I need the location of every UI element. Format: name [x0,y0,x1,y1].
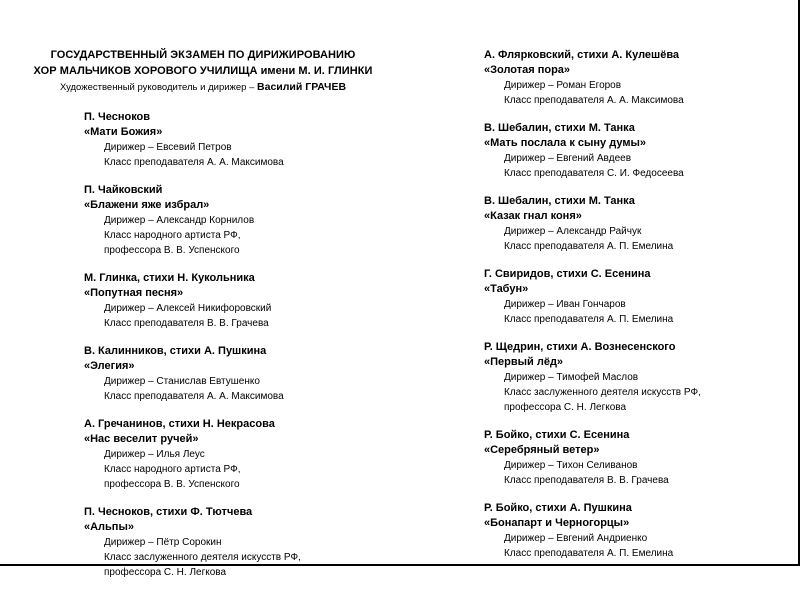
program-item [84,505,384,580]
composer-line: М. Глинка, стихи Н. Кукольника [84,272,255,284]
composer-line: Р. Щедрин, стихи А. Вознесенского [484,341,676,353]
composer-line: Г. Свиридов, стихи С. Есенина [484,268,651,280]
piece-title: «Серебряный ветер» [484,444,600,456]
composer-line: П. Чайковский [84,184,163,196]
piece-title: «Мать послала к сыну думы» [484,137,646,149]
composer-line: А. Флярковский, стихи А. Кулешёва [484,49,680,61]
conductor-line: Дирижер – Алексей Никифоровский [104,303,272,314]
class-line: Класс преподавателя А. А. Максимова [104,157,284,168]
class-line: профессора С. Н. Легкова [504,402,627,413]
choir-title: ХОР МАЛЬЧИКОВ ХОРОВОГО УЧИЛИЩА имени М. И. ГЛИНКИ [33,65,373,77]
conductor-line: Дирижер – Иван Гончаров [504,299,626,310]
class-line: Класс преподавателя В. В. Грачева [104,318,269,329]
conductor-line: Дирижер – Евгений Авдеев [504,153,632,164]
class-line: Класс заслуженного деятеля искусств РФ, [504,387,701,398]
conductor-line: Дирижер – Александр Райчук [504,226,642,237]
class-line: Класс заслуженного деятеля искусств РФ, [104,552,301,563]
artistic-director-name: Василий ГРАЧЕВ [257,81,347,93]
program-item [484,194,784,254]
conductor-line: Дирижер – Илья Леус [104,449,205,460]
program-item [484,428,784,488]
class-line: профессора В. В. Успенского [104,479,240,490]
program-item [484,501,784,561]
class-line: Класс преподавателя А. П. Емелина [504,241,674,252]
piece-title: «Попутная песня» [84,287,184,299]
composer-line: В. Калинников, стихи А. Пушкина [84,345,267,357]
artistic-director-label: Художественный руководитель и дирижер – [59,82,258,93]
conductor-line: Дирижер – Роман Егоров [504,80,622,91]
composer-line: Р. Бойко, стихи С. Есенина [484,429,630,441]
class-line: Класс народного артиста РФ, [104,230,241,241]
conductor-line: Дирижер – Станислав Евтушенко [104,376,260,387]
piece-title: «Альпы» [84,521,134,533]
composer-line: П. Чесноков, стихи Ф. Тютчева [84,506,253,518]
program-item [84,183,384,258]
class-line: Класс преподавателя С. И. Федосеева [504,168,684,179]
composer-line: В. Шебалин, стихи М. Танка [484,122,635,134]
piece-title: «Бонапарт и Черногорцы» [484,517,630,529]
conductor-line: Дирижер – Тихон Селиванов [504,460,638,471]
program-item [84,344,384,404]
exam-title: ГОСУДАРСТВЕННЫЙ ЭКЗАМЕН ПО ДИРИЖИРОВАНИЮ [50,49,356,61]
program-item [84,417,384,492]
class-line: Класс преподавателя А. П. Емелина [504,548,674,559]
program-item [484,48,784,108]
program-item [484,267,784,327]
conductor-line: Дирижер – Александр Корнилов [104,215,255,226]
program-item [484,121,784,181]
conductor-line: Дирижер – Пётр Сорокин [104,537,222,548]
composer-line: В. Шебалин, стихи М. Танка [484,195,635,207]
program-header [0,47,400,96]
composer-line: А. Гречанинов, стихи Н. Некрасова [84,418,275,430]
piece-title: «Нас веселит ручей» [84,433,199,445]
program-column-right [484,48,784,574]
composer-line: Р. Бойко, стихи А. Пушкина [484,502,632,514]
piece-title: «Первый лёд» [484,356,564,368]
conductor-line: Дирижер – Тимофей Маслов [504,372,639,383]
artistic-director-line [0,79,400,96]
piece-title: «Казак гнал коня» [484,210,582,222]
piece-title: «Элегия» [84,360,135,372]
class-line: Класс преподавателя А. П. Емелина [504,314,674,325]
program-column-left [84,110,384,593]
conductor-line: Дирижер – Евсевий Петров [104,142,232,153]
piece-title: «Мати Божия» [84,126,163,138]
class-line: Класс народного артиста РФ, [104,464,241,475]
program-item [484,340,784,415]
composer-line: П. Чесноков [84,111,151,123]
class-line: профессора С. Н. Легкова [104,567,227,578]
class-line: Класс преподавателя А. А. Максимова [104,391,284,402]
class-line: Класс преподавателя А. А. Максимова [504,95,684,106]
program-item [84,271,384,331]
piece-title: «Блажени яже избрал» [84,199,210,211]
piece-title: «Золотая пора» [484,64,571,76]
piece-title: «Табун» [484,283,529,295]
conductor-line: Дирижер – Евгений Андриенко [504,533,648,544]
program-item [84,110,384,170]
class-line: Класс преподавателя В. В. Грачева [504,475,669,486]
class-line: профессора В. В. Успенского [104,245,240,256]
